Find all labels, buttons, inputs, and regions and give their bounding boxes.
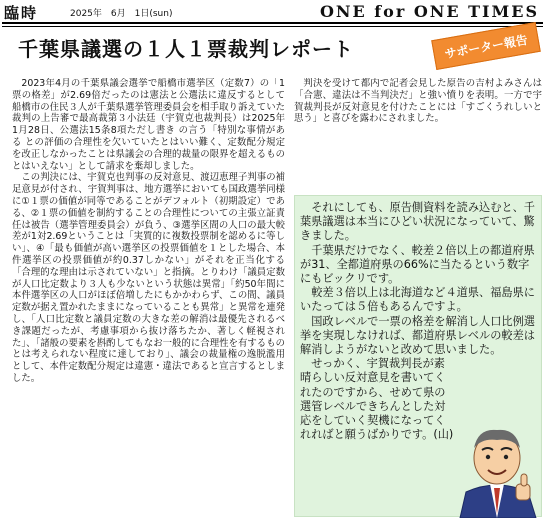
article-paragraph: 判決を受けて都内で記者会見した原告の吉村よみさんは「合憲、違法は不当判決だ」と強い憤りを表明。一方で宇賀裁判長が反対意見を付けたことには「すごくうれしいと思う」と喜びを露わにされました。 xyxy=(294,78,542,125)
supporter-report-badge: サポーター報告 xyxy=(431,22,541,70)
issue-date: 2025年 6月 1日(sun) xyxy=(70,9,173,19)
supporter-paragraph: 国政レベルで一票の格差を解消し人口比例選挙を実現しなければ、都道府県レベルの較差は解消しようがないと改めて思いました。 xyxy=(300,314,535,357)
article-column-right xyxy=(294,78,542,174)
mascot-man-thumbs-up-icon xyxy=(452,418,542,518)
supporter-paragraph: せっかく、宇賀裁判長が素晴らしい反対意見を書いてくれたのですから、せめて県の選管レベルできちんとした対応をしていく契機になってくれればと願うばかりです。(山) xyxy=(300,357,454,442)
article-column-left xyxy=(12,78,285,514)
masthead-rule-bottom xyxy=(2,26,543,27)
supporter-paragraph: 千葉県だけでなく、較差２倍以上の都道府県が31、全都道府県の66%に当たるという数字にもビックリです。 xyxy=(300,243,535,286)
masthead-rule-top xyxy=(2,22,543,24)
supporter-paragraph: 較差３倍以上は北海道など４道県、福島県にいたっては５倍もあるんですよ。 xyxy=(300,286,535,314)
headline: 千葉県議選の１人１票裁判レポート xyxy=(18,37,354,61)
article-paragraph: 2023年4月の千葉県議会選挙で船橋市選挙区（定数7）の「1票の格差」が2.69倍だったのは憲法と公選法に違反するとして船橋市の住民３人が千葉県選挙管理委員会を相手取り訴えていた裁判の上告審で最高裁第３小法廷（宇賀克也裁判長）は2025年1月28日、公選法15条8項ただし書き の言う「特別な事情がある との評価の合理性を欠いていたとはいい難く、定数配分規定を改正しなかったことは県議会の合理的裁量の限界を超えるものとはいえない」として請求を棄却しました。 xyxy=(12,78,285,172)
supporter-paragraph: それにしても、原告側資料を読み込むと、千葉県議選は本当にひどい状況になっていて、驚きました。 xyxy=(300,201,535,243)
masthead xyxy=(0,0,545,22)
paper-name: ONE for ONE TIMES xyxy=(319,2,539,21)
article-paragraph: この判決には、宇賀克也判事の反対意見、渡辺恵理子判事の補足意見が付され、宇賀判事は、地方選挙においても国政選挙同様に①１票の価値が同等であることがデフォルト（初期設定）である、②１票の価値を制約することの合理性についての主張立証責任は被告（選挙管理委員会）が負う、③選挙区間の人口の最大較差が1対2.69ということは「実質的に複数投票制を認めるに等しい」、④「最も価値が高い選挙区の投票価値を１とした場合、本件選挙区の投票価値が約0.37しかない」がそれを正当化する「合理的な理由は示されていない」と指摘。とりわけ「議員定数が人口比定数より３人も少ないという状態は異常」「約50年間に本件選挙区の人口がほぼ倍増したにもかかわらず、この間、議員定数が据え置かれたままになっていることも異常」と異常を連発し、「人口比定数と議員定数の大きな差の解消は最優先されるべき課題だったが、考慮事項から抜け落ちたか、著しく軽視された」、「諸般の要素を斟酌してもなお一般的に合理性を有するものとは考えられない程度に達しており」、議会の裁量権の逸脱濫用として、本件定数配分規定は違憲・違法であると宣言するとしました。 xyxy=(12,172,285,384)
issue-type: 臨時 xyxy=(4,4,39,22)
